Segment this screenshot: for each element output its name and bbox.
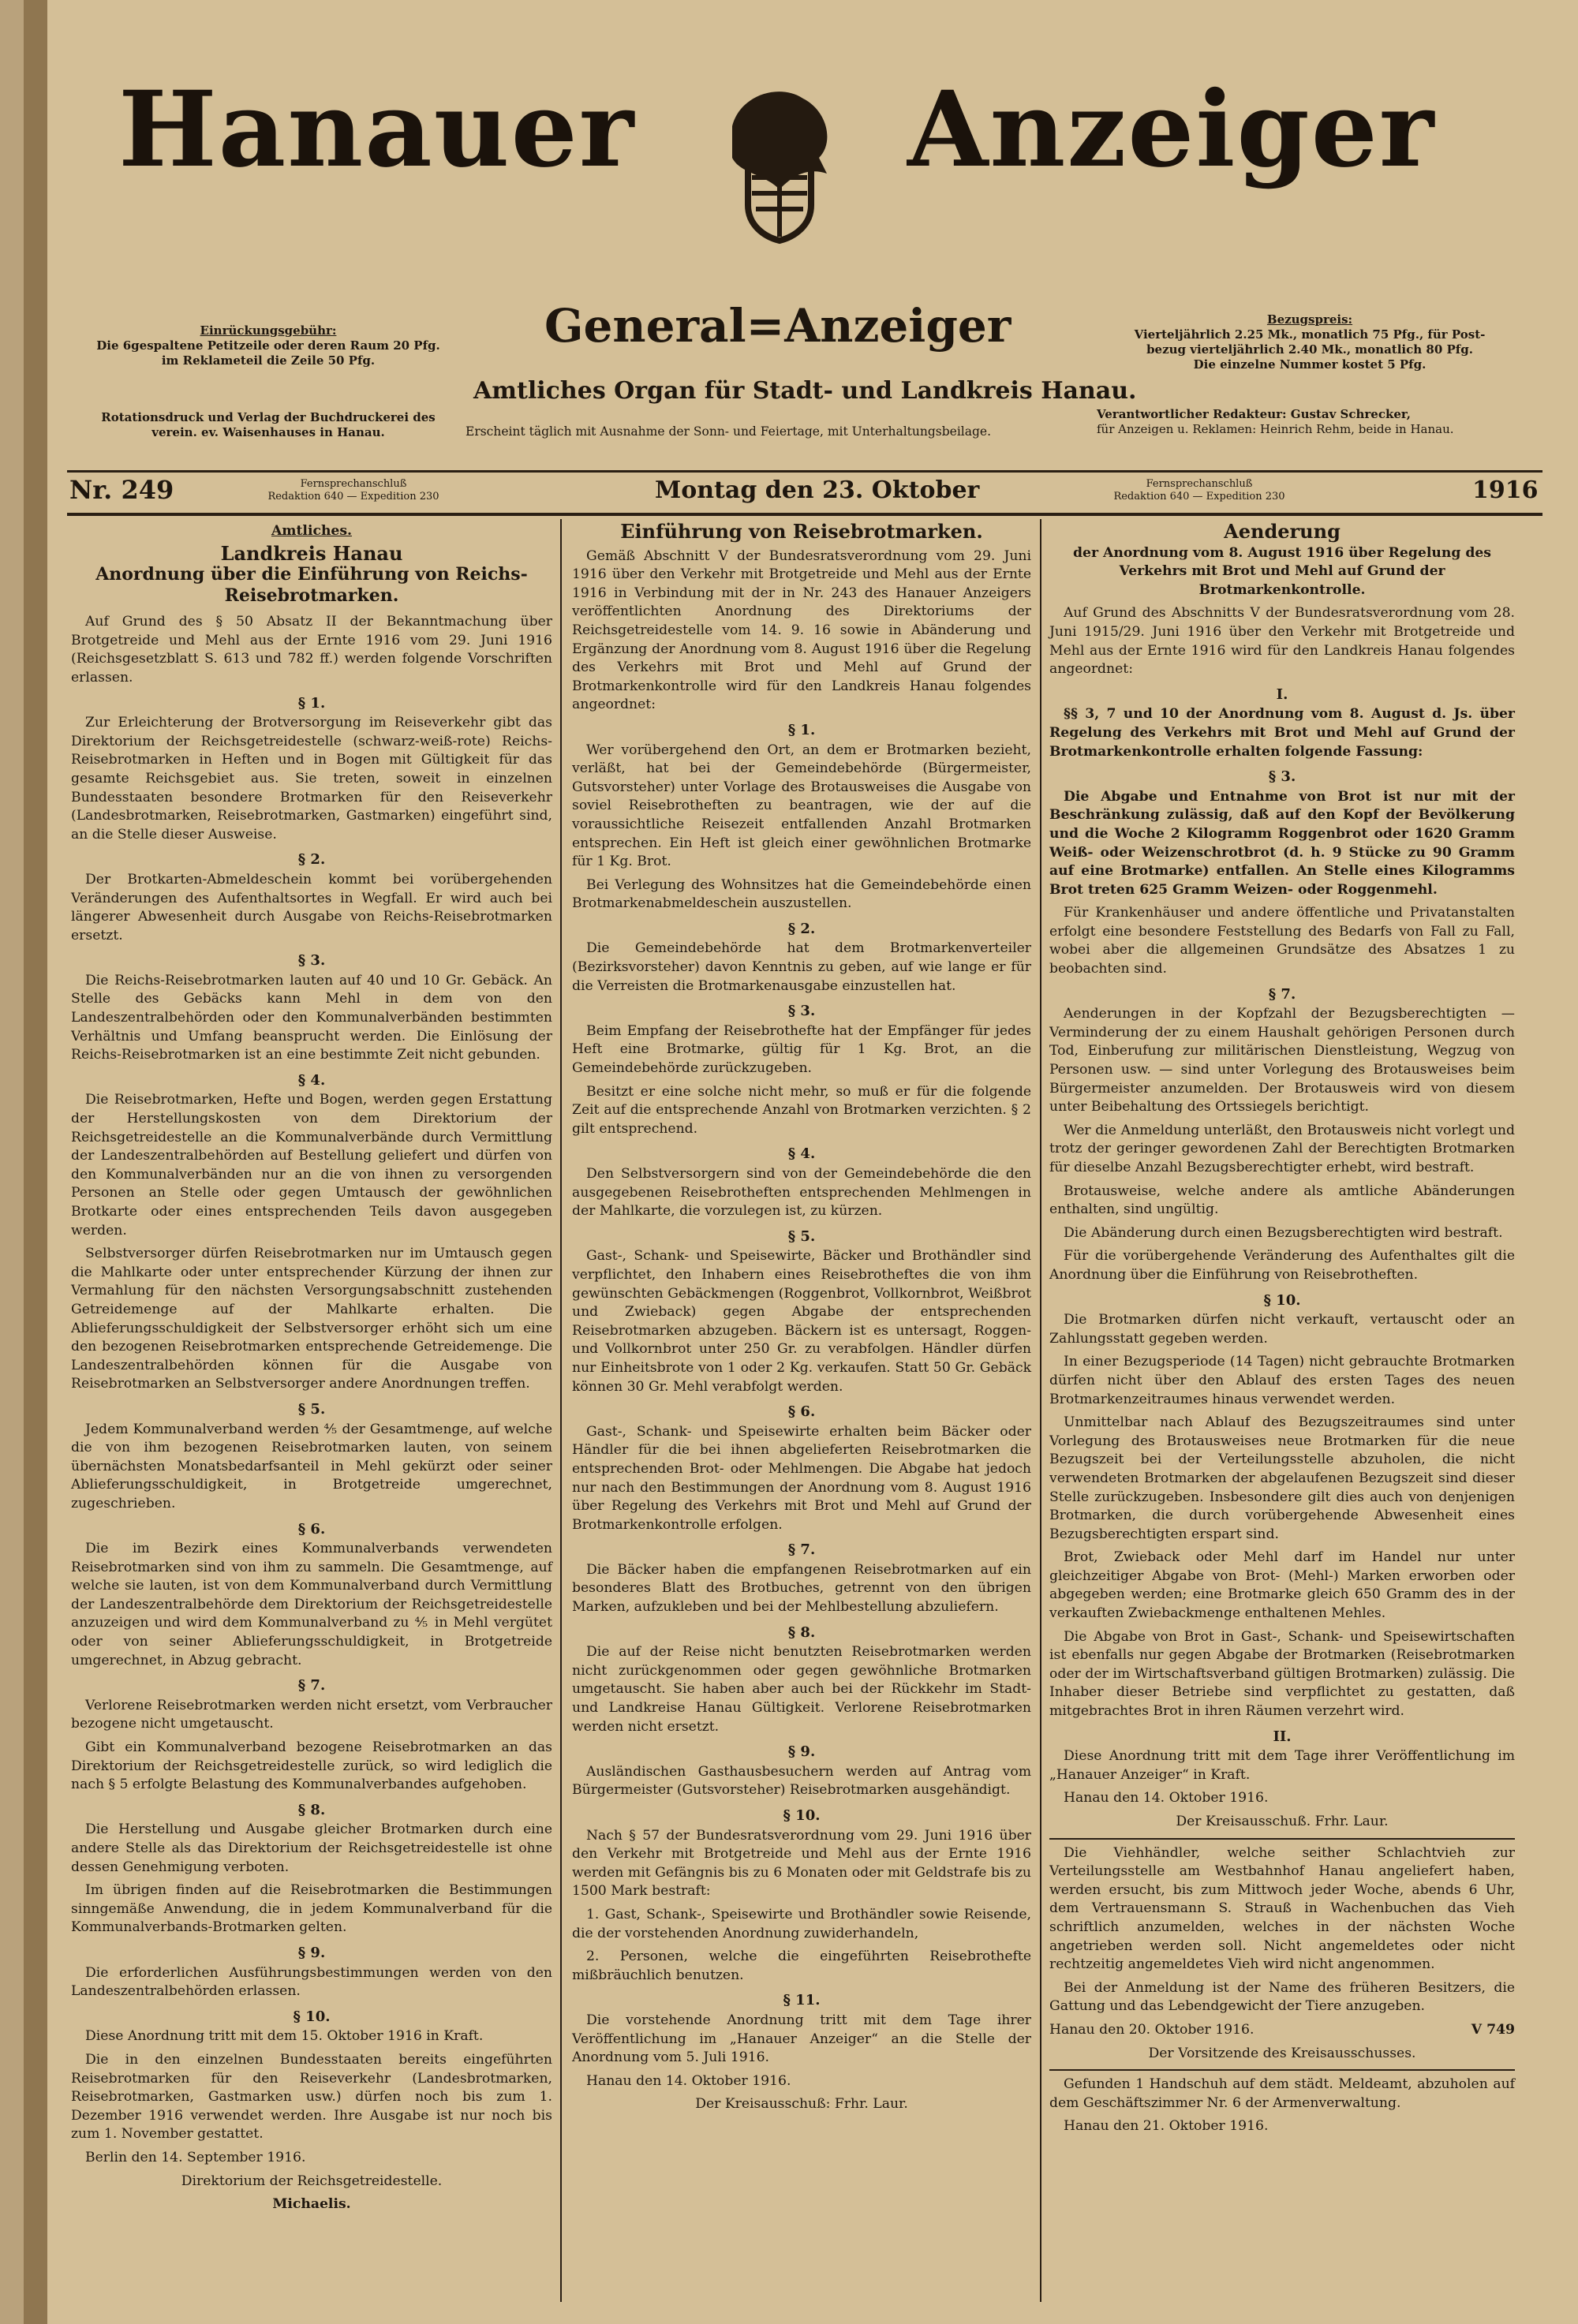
article-heading: Aenderung [1224,520,1341,543]
section-mark: § 4. [787,1145,816,1163]
section-mark: § 11. [783,1992,821,2009]
section-mark: § 1. [787,721,816,738]
editor-line: Verantwortlicher Redakteur: Gustav Schrecker, [1097,407,1411,421]
phone-line: Fernsprechanschluß [1146,478,1253,490]
paragraph: Unmittelbar nach Ablauf des Bezugszeitraumes sind unter Vorlegung des Brotausweises neue Brotmarken für die neue Bezugszeit bei der Verteilungsstelle abzuholen, die nicht verwendeten Brotmarken der abgelaufenen Bezugszeit sind dieser Stelle zurückzugeben. Insbesondere gilt dies auch von denjenigen Brotmarken, die durch vorübergehende Abwesenheit eines Bezugsberechtigten erspart sind. [1049,1414,1515,1542]
section-mark: § 9. [787,1743,816,1761]
section-kicker: Amtliches. [271,523,353,539]
notice-divider [1049,1838,1515,1840]
dateline: Berlin den 14. September 1916. [85,2149,306,2165]
paragraph: 2. Personen, welche die eingeführten Reisebrothefte mißbräuchlich benutzen. [572,1948,1031,1983]
section-mark: § 7. [1268,985,1296,1003]
column-1 [71,522,552,2219]
phone-box-left [235,478,472,503]
phone-line: Redaktion 640 — Expedition 230 [267,491,439,503]
section-mark: II. [1273,1728,1292,1745]
price-heading: Bezugspreis: [1266,312,1353,327]
article-heading: Einführung von Reisebrotmarken. [620,520,983,543]
paragraph: Die Gemeindebehörde hat dem Brotmarkenverteiler (Bezirksvorsteher) davon Kenntnis zu geben, auf wie lange er für die Verreisten die Brotmarkenausgabe einzustellen hat. [572,940,1031,994]
paragraph: Bei Verlegung des Wohnsitzes hat die Gemeindebehörde einen Brotmarkenabmeldeschein auszustellen. [572,876,1031,912]
section-mark: § 3. [1268,768,1296,786]
paragraph: Für die vorübergehende Veränderung des Aufenthaltes gilt die Anordnung über die Einführung von Reisebrotheften. [1049,1248,1515,1283]
paragraph: Verlorene Reisebrotmarken werden nicht ersetzt, vom Verbraucher bezogene nicht umgetauscht. [71,1697,552,1732]
notice-paragraph: Bei der Anmeldung ist der Name des früheren Besitzers, die Gattung und das Lebendgewicht der Tiere anzugeben. [1049,1979,1515,2015]
signature-name: Michaelis. [272,2196,351,2213]
paragraph: Der Brotkarten-Abmeldeschein kommt bei vorübergehenden Veränderungen des Aufenthaltsortes in Wegfall. Er wird auch bei längerer Abwesenheit durch Ausgabe von Reichs-Reisebrotmarken ersetzt. [71,871,552,943]
section-mark: § 9. [297,1944,326,1961]
title-right: Anzeiger [907,69,1436,191]
section-mark: § 7. [787,1541,816,1559]
printer-line: Rotationsdruck und Verlag der Buchdruckerei des [101,410,436,424]
section-mark: § 6. [297,1520,326,1538]
paragraph: Brot, Zwieback oder Mehl darf im Handel nur unter gleichzeitiger Abgabe von Brot- (Mehl-) Marken erworben oder abgegeben werden; eine Brotmarke gleich 650 Gramm des in der verkauften Zwiebackmenge enthaltenen Mehles. [1049,1549,1515,1622]
notice-paragraph: Die Viehhändler, welche seither Schlachtvieh zur Verteilungsstelle am Westbahnhof Hanau angeliefert haben, werden ersucht, bis zum Mittwoch jeder Woche, abends 6 Uhr, dem Vertrauensmann S. Strauß in Wachenbuchen das Vieh schriftlich anzumelden, welches in der nächsten Woche angetrieben werden soll. Nicht angemeldetes oder nicht rechtzeitig angemeldetes Vieh wird nicht angenommen. [1049,1844,1515,1973]
section-mark: § 3. [297,952,326,970]
column-3 [1049,522,1515,2141]
paragraph: Im übrigen finden auf die Reisebrotmarken die Bestimmungen sinngemäße Anwendung, die in jedem Kommunalverband für die Kommunalverbands-Brotmarken gelten. [71,1882,552,1936]
paragraph: Die Brotmarken dürfen nicht verkauft, vertauscht oder an Zahlungsstatt gegeben werden. [1049,1312,1515,1347]
paragraph: Jedem Kommunalverband werden ⅘ der Gesamtmenge, auf welche die von ihm bezogenen Reisebrotmarken lauten, von seinem übernächsten Monatsbedarfsanteil in Mehl gekürzt oder seiner Ablieferungsschuldigkeit, in Brotgetreide umgerechnet, zugeschrieben. [71,1421,552,1511]
paragraph: Die Abgabe und Entnahme von Brot ist nur mit der Beschränkung zulässig, daß auf den Kopf der Bevölkerung und die Woche 2 Kilogramm Roggenbrot oder 1620 Gramm Weiß- oder Weizenschrotbrot (d. h. 9 Stücke zu 90 Gramm auf eine Brotmarke) entfallen. An Stelle eines Kilogramms Brot treten 625 Gramm Weizen- oder Roggenmehl. [1049,788,1515,898]
notice-code: V 749 [1471,2021,1515,2038]
section-mark: § 5. [297,1400,326,1418]
ad-fee-line: Die 6gespaltene Petitzeile oder deren Raum 20 Pfg. [96,338,440,353]
paragraph: Die auf der Reise nicht benutzten Reisebrotmarken werden nicht zurückgenommen oder gegen gewöhnliche Brotmarken umgetauscht. Sie haben aber auch bei der Rückkehr im Stadt- und Landkreise Hanau Gültigkeit. Verlorene Reisebrotmarken werden nicht ersetzt. [572,1644,1031,1735]
dateline: Hanau den 14. Oktober 1916. [1064,1790,1269,1807]
section-mark: I. [1276,686,1288,703]
paragraph: Selbstversorger dürfen Reisebrotmarken nur im Umtausch gegen die Mahlkarte oder unter entsprechender Kürzung der ihnen zur Vermahlung für den nächsten Versorgungsabschnitt zustehenden Getreidemenge auf der Mahlkarte erhalten. Die Ablieferungsschuldigkeit der Selbstversorger erhöht sich um eine den bezogenen Reisebrotmarken entsprechende Getreidemenge. Die Landeszentralbehörden können für die Ausgabe von Reisebrotmarken an Selbstversorger andere Anordnungen treffen. [71,1246,552,1392]
paragraph: Diese Anordnung tritt mit dem Tage ihrer Veröffentlichung im „Hanauer Anzeiger“ in Kraft. [1049,1748,1515,1783]
section-mark: § 7. [297,1677,326,1694]
printer-line: verein. ev. Waisenhauses in Hanau. [151,425,385,439]
newspaper-page [24,0,1578,2324]
paragraph: In einer Bezugsperiode (14 Tagen) nicht gebrauchte Brotmarken dürfen nicht über den Ablauf des ersten Tages des neuen Brotmarkenzeitraumes hinaus verwendet werden. [1049,1354,1515,1407]
paragraph: Auf Grund des § 50 Absatz II der Bekanntmachung über Brotgetreide und Mehl aus der Ernte 1916 vom 29. Juni 1916 (Reichsgesetzblatt S. 613 und 782 ff.) werden folgende Vorschriften erlassen. [71,614,552,686]
column-2 [572,522,1031,2119]
section-mark: § 6. [787,1403,816,1421]
paragraph: Gibt ein Kommunalverband bezogene Reisebrotmarken an das Direktorium der Reichsgetreidestelle zurück, so wird lediglich die nach § 5 erfolgte Belastung des Kommunalverbandes aufgehoben. [71,1739,552,1793]
issue-year: 1916 [1472,476,1539,504]
phone-line: Redaktion 640 — Expedition 230 [1113,491,1285,503]
price-line: Die einzelne Nummer kostet 5 Pfg. [1193,357,1427,372]
ad-fee-line: im Reklameteil die Zeile 50 Pfg. [161,353,376,368]
dateline: Hanau den 14. Oktober 1916. [586,2072,791,2089]
notice-signature: Der Vorsitzende des Kreisausschusses. [1148,2045,1416,2061]
paragraph: Die Reisebrotmarken, Hefte und Bogen, werden gegen Erstattung der Herstellungskosten von dem Direktorium der Reichsgetreidestelle an die Kommunalverbände durch Vermittlung der Landeszentralbehörden auf Bestellung geliefert und dürfen von den Kommunalverbänden nur an die von ihnen zu versorgenden Personen an Stelle oder gegen Umtausch der gewöhnlichen Brotkarte oder eines entsprechenden Teils davon ausgegeben werden. [71,1092,552,1239]
paragraph: Aenderungen in der Kopfzahl der Bezugsberechtigten — Verminderung der zu einem Haushalt gehörigen Personen durch Tod, Einberufung zur militärischen Dienstleistung, Wegzug von Personen usw. — sind unter Vorlegung des Brotausweises beim Bürgermeister anzumelden. Der Brotausweis wird von diesem unter Beibehaltung des Ortssiegels berichtigt. [1049,1006,1515,1115]
paragraph: Besitzt er eine solche nicht mehr, so muß er für die folgende Zeit auf die entsprechende Anzahl von Brotmarken verzichten. § 2 gilt entsprechend. [572,1083,1031,1137]
paragraph: Wer vorübergehend den Ort, an dem er Brotmarken bezieht, verläßt, hat bei der Gemeindebehörde (Bürgermeister, Gutsvorsteher) unter Vorlage des Brotausweises die Ausgabe von soviel Reisebrotheften zu beantragen, wie der auf die voraussichtliche Reisezeit entfallenden Anzahl Brotmarken entsprechen. Ein Heft ist gleich einer gewöhnlichen Brotmarke für 1 Kg. Brot. [572,742,1031,870]
article-subheading: der Anordnung vom 8. August 1916 über Regelung des Verkehrs mit Brot und Mehl auf Grund der Brotmarkenkontrolle. [1073,544,1491,598]
ad-fee-heading: Einrückungsgebühr: [200,323,337,338]
paragraph: Diese Anordnung tritt mit dem 15. Oktober 1916 in Kraft. [85,2028,484,2045]
paragraph: Die in den einzelnen Bundesstaaten bereits eingeführten Reisebrotmarken für den Reiseverkehr (Landesbrotmarken, Reisebrotmarken, Gastmarken usw.) dürfen noch bis zum 1. Dezember 1916 verwendet werden. Ihre Ausgabe ist nur noch bis zum 1. November gestattet. [71,2051,552,2143]
paragraph: Die Bäcker haben die empfangenen Reisebrotmarken auf ein besonderes Blatt des Brotbuches, getrennt von den übrigen Marken, aufzukleben und bei der Mehlbestellung abzuliefern. [572,1561,1031,1616]
paragraph: Brotausweise, welche andere als amtliche Abänderungen enthalten, sind ungültig. [1049,1183,1515,1218]
section-mark: § 4. [297,1071,326,1089]
paragraph: Die erforderlichen Ausführungsbestimmungen werden von den Landeszentralbehörden erlassen. [71,1964,552,2000]
paragraph: Gemäß Abschnitt V der Bundesratsverordnung vom 29. Juni 1916 über den Verkehr mit Brotgetreide und Mehl aus der Ernte 1916 in Verbindung mit der in Nr. 243 des Hanauer Anzeigers veröffentlichten Anordnung des Direktoriums der Reichsgetreidestelle vom 14. 9. 16 sowie in Abänderung und Ergänzung der Anordnung vom 8. August 1916 über die Regelung des Verkehrs mit Brot und Mehl auf Grund der Brotmarkenkontrolle wird für den Landkreis Hanau folgendes angeordnet: [572,547,1031,713]
paragraph: Auf Grund des Abschnitts V der Bundesratsverordnung vom 28. Juni 1915/29. Juni 1916 über den Verkehr mit Brotgetreide und Mehl aus der Ernte 1916 wird für den Landkreis Hanau folgendes angeordnet: [1049,605,1515,678]
ad-fee-box [87,323,450,368]
article-subheading: Anordnung über die Einführung von Reichs-Reisebrotmarken. [95,564,528,607]
paragraph: Die Herstellung und Ausgabe gleicher Brotmarken durch eine andere Stelle als das Direktorium der Reichsgetreidestelle ist ohne dessen Genehmigung verboten. [71,1821,552,1875]
paragraph: Zur Erleichterung der Brotversorgung im Reiseverkehr gibt das Direktorium der Reichsgetreidestelle (schwarz-weiß-rote) Reichs-Reisebrotmarken in Heften und in Bogen mit Gültigkeit für das gesamte Reichsgebiet aus. Sie treten, soweit in einzelnen Bundesstaaten besondere Brotmarken für den Reiseverkehr (Landesbrotmarken, Reisebrotmarken, Gastmarken) eingeführt sind, an die Stelle dieser Ausweise. [71,715,552,843]
paragraph: Nach § 57 der Bundesratsverordnung vom 29. Juni 1916 über den Verkehr mit Brotgetreide und Mehl aus der Ernte 1916 werden mit Gefängnis bis zu 6 Monaten oder mit Geldstrafe bis zu 1500 Mark bestraft: [572,1827,1031,1900]
paragraph: Wer die Anmeldung unterläßt, den Brotausweis nicht vorlegt und trotz der geringer gewordenen Zahl der Berechtigten Brotmarken für dieselbe Anzahl Bezugsberechtigter erhebt, wird bestraft. [1049,1122,1515,1175]
coat-of-arms-emblem [709,79,851,245]
official-organ: Amtliches Organ für Stadt- und Landkreis Hanau. [473,377,1137,405]
printer-box [87,410,450,440]
paragraph: Gast-, Schank- und Speisewirte, Bäcker und Brothändler sind verpflichtet, den Inhabern eines Reisebrotheftes die von ihm gewünschten Gebäckmengen (Roggenbrot, Vollkornbrot, Weißbrot und Zwieback) gegen Abgabe der entsprechenden Reisebrotmarken abzugeben. Bäckern ist es untersagt, Roggen- und Vollkornbrot unter 250 Gr. zu verabfolgen. Händler dürfen nur Einheitsbrote von 1 oder 2 Kg. verkaufen. Statt 50 Gr. Gebäck können 30 Gr. Mehl verabfolgt werden. [572,1248,1031,1395]
paragraph: Beim Empfang der Reisebrothefte hat der Empfänger für jedes Heft eine Brotmarke, gültig für 1 Kg. Brot, an die Gemeindebehörde zurückzugeben. [572,1022,1031,1077]
editor-line: für Anzeigen u. Reklamen: Heinrich Rehm, beide in Hanau. [1097,422,1454,436]
found-dateline: Hanau den 21. Oktober 1916. [1064,2118,1269,2135]
appearance-note: Erscheint täglich mit Ausnahme der Sonn- und Feiertage, mit Unterhaltungsbeilage. [466,424,992,439]
notice-divider [1049,2069,1515,2071]
phone-box-right [1081,478,1318,503]
section-mark: § 3. [787,1003,816,1020]
price-line: bezug vierteljährlich 2.40 Mk., monatlich 80 Pfg. [1146,342,1473,357]
price-line: Vierteljährlich 2.25 Mk., monatlich 75 Pfg., für Post- [1134,327,1486,342]
section-mark: § 1. [297,694,326,712]
paragraph: Die vorstehende Anordnung tritt mit dem Tage ihrer Veröffentlichung im „Hanauer Anzeiger“ an die Stelle der Anordnung vom 5. Juli 1916. [572,2012,1031,2066]
section-mark: § 2. [787,920,816,937]
section-mark: § 10. [783,1807,821,1824]
found-notice: Gefunden 1 Handschuh auf dem städt. Meldeamt, abzuholen auf dem Geschäftszimmer Nr. 6 der Armenverwaltung. [1049,2076,1515,2111]
notice-dateline [1049,2021,1515,2040]
section-mark: § 8. [297,1801,326,1818]
subtitle: General=Anzeiger [544,299,1011,353]
editor-box [1097,407,1539,437]
paragraph: Ausländischen Gasthausbesuchern werden auf Antrag vom Bürgermeister (Gutsvorsteher) Reisebrotmarken ausgehändigt. [572,1763,1031,1799]
binding-spine [24,0,47,2324]
paragraph: Die im Bezirk eines Kommunalverbands verwendeten Reisebrotmarken sind von ihm zu sammeln. Die Gesamtmenge, auf welche sie lauten, ist von dem Kommunalverband durch Vermittlung der Landeszentralbehörde dem Direktorium der Reichsgetreidestelle anzuzeigen und wird dem Kommunalverband zu ⅘ in Mehl vergütet oder von seiner Ablieferungsschuldigkeit, in Brotgetreide umgerechnet, in Abzug gebracht. [71,1541,552,1668]
paragraph: Gast-, Schank- und Speisewirte erhalten beim Bäcker oder Händler für die bei ihnen abgelieferten Reisebrotmarken die entsprechenden Brot- oder Mehlmengen. Die Abgabe hat jedoch nur nach den Bestimmungen der Anordnung vom 8. August 1916 über Regelung des Verkehrs mit Brot und Mehl auf Grund der Brotmarkenkontrolle erfolgen. [572,1423,1031,1533]
date-bar-bottom-rule [67,513,1542,516]
notice-date: Hanau den 20. Oktober 1916. [1049,2021,1255,2038]
paragraph: §§ 3, 7 und 10 der Anordnung vom 8. August d. Js. über Regelung des Verkehrs mit Brot und Mehl auf Grund der Brotmarkenkontrolle erhalten folgende Fassung: [1049,706,1515,760]
phone-line: Fernsprechanschluß [300,478,407,490]
issue-date: Montag den 23. Oktober [655,476,980,504]
section-mark: § 8. [787,1623,816,1641]
title-left: Hanauer [118,69,636,191]
paragraph: Die Reichs-Reisebrotmarken lauten auf 40 und 10 Gr. Gebäck. An Stelle des Gebäcks kann Mehl in dem von den Landeszentralbehörden oder den Kommunalverbänden bestimmten Verhältnis und Umfang beansprucht werden. Die Einlösung der Reichs-Reisebrotmarken ist an eine bestimmte Zeit nicht gebunden. [71,972,552,1063]
date-bar-top-rule [67,470,1542,473]
paragraph: Die Abgabe von Brot in Gast-, Schank- und Speisewirtschaften ist ebenfalls nur gegen Abgabe der Brotmarken (Reisebrotmarken oder der im Wirtschaftsverband gültigen Brotmarken) zulässig. Die Inhaber dieser Betriebe sind verpflichtet zu gestatten, daß mitgebrachtes Brot in ihren Räumen verzehrt wird. [1049,1628,1515,1720]
paragraph: 1. Gast, Schank-, Speisewirte und Brothändler sowie Reisende, die der vorstehenden Anordnung zuwiderhandeln, [572,1906,1031,1941]
paragraph: Die Abänderung durch einen Bezugsberechtigten wird bestraft. [1064,1224,1503,1241]
article-heading: Landkreis Hanau [220,541,403,565]
paragraph: Den Selbstversorgern sind von der Gemeindebehörde die den ausgegebenen Reisebrotheften entsprechenden Mehlmengen in der Mahlkarte, die vorzulegen ist, zu kürzen. [572,1166,1031,1220]
section-mark: § 2. [297,851,326,869]
signature-line: Der Kreisausschuß: Frhr. Laur. [695,2096,908,2113]
paragraph: Für Krankenhäuser und andere öffentliche und Privatanstalten erfolgt eine besondere Feststellung des Bedarfs von Fall zu Fall, wobei aber die allgemeinen Grundsätze des Absatzes 1 zu beobachten sind. [1049,905,1515,977]
signature-line: Direktorium der Reichsgetreidestelle. [181,2173,443,2189]
price-box [1097,312,1523,372]
column-divider [1040,519,1041,2302]
signature-line: Der Kreisausschuß. Frhr. Laur. [1176,1814,1389,1829]
column-divider [560,519,562,2302]
section-mark: § 10. [293,2008,331,2025]
section-mark: § 5. [787,1227,816,1245]
issue-number: Nr. 249 [69,475,174,505]
section-mark: § 10. [1263,1291,1301,1309]
